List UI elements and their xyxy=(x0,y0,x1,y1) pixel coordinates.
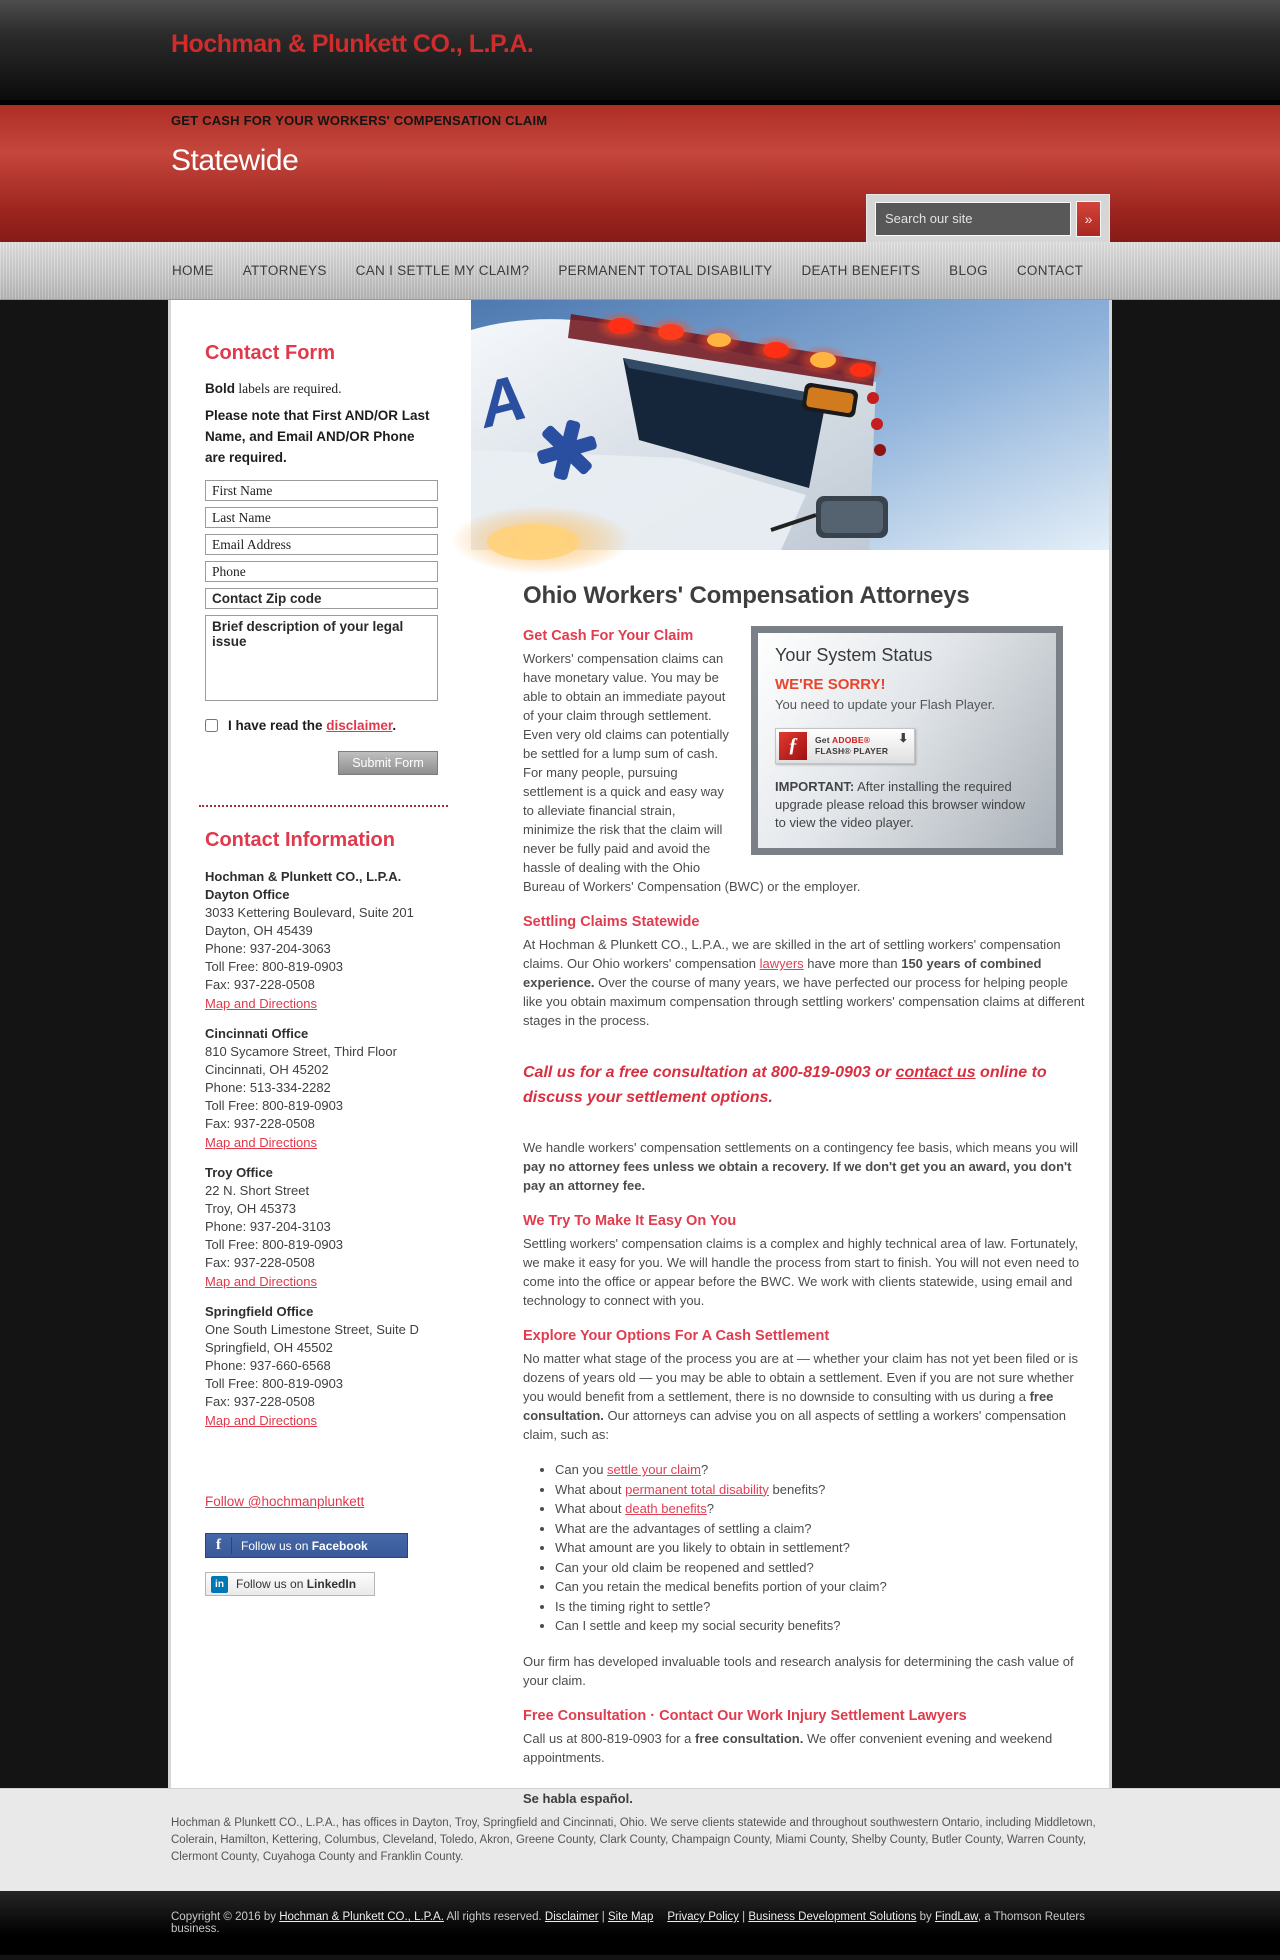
nav-item-blog[interactable]: BLOG xyxy=(949,263,988,278)
list-item xyxy=(555,1460,1089,1480)
text-run: Over the course of many years, we have perfected our process for helping people like you obtain maximum compensation through settling workers' compensation claims at different stages in the process. xyxy=(523,975,1085,1028)
experience-bold-text: 150 years of combined experience. xyxy=(523,956,1042,990)
disclaimer-suffix: . xyxy=(392,718,397,733)
office-address-line: 3033 Kettering Boulevard, Suite 201 xyxy=(205,905,414,920)
search-input[interactable] xyxy=(875,202,1071,236)
system-status-message: You need to update your Flash Player. xyxy=(775,697,995,712)
system-status-sorry: WE'RE SORRY! xyxy=(775,676,886,693)
disclaimer-prefix: I have read the xyxy=(228,718,327,733)
twitter-follow-link[interactable]: Follow @hochmanplunkett xyxy=(205,1494,365,1509)
site-search xyxy=(866,194,1110,242)
tools-paragraph: Our firm has developed invaluable tools and research analysis for determining the cash value of your claim. xyxy=(523,1653,1074,1688)
office-name: Cincinnati Office xyxy=(205,1026,309,1041)
list-item xyxy=(555,1499,1089,1519)
call-us-paragraph xyxy=(523,1729,1089,1767)
contact-form-heading: Contact Form xyxy=(205,342,335,364)
important-text: After installing the required upgrade please reload this browser window to view the video player. xyxy=(775,779,1026,830)
contact-form xyxy=(205,480,438,775)
first-name-field[interactable] xyxy=(205,480,438,501)
footer-bds-link[interactable]: Business Development Solutions xyxy=(748,1911,917,1923)
zip-field[interactable] xyxy=(205,588,438,609)
text-run: ? xyxy=(706,1501,715,1516)
get-flash-player-button[interactable] xyxy=(775,728,915,764)
no-fee-bold-text: pay no attorney fees unless we obtain a recovery. If we don't get you an award, you don't pay an attorney fee. xyxy=(523,1159,1072,1193)
office-name: Dayton Office xyxy=(205,887,290,902)
office-tollfree: Toll Free: 800-819-0903 xyxy=(205,1098,344,1113)
site-header xyxy=(0,0,1280,105)
system-status-box xyxy=(751,626,1063,855)
office-springfield xyxy=(205,1303,438,1430)
office-fax: Fax: 937-228-0508 xyxy=(205,1394,315,1409)
text-run: | xyxy=(738,1911,749,1923)
important-label: IMPORTANT: xyxy=(775,779,855,794)
office-address-line: Cincinnati, OH 45202 xyxy=(205,1062,329,1077)
map-directions-link[interactable]: Map and Directions xyxy=(205,1274,317,1289)
office-tollfree: Toll Free: 800-819-0903 xyxy=(205,1237,344,1252)
text-run: What about xyxy=(555,1481,626,1497)
text-run: What about xyxy=(555,1501,626,1516)
nav-item-death-benefits[interactable]: DEATH BENEFITS xyxy=(801,263,921,278)
text-run: Call us for a free consultation at 800-819-0903 or xyxy=(523,1064,896,1081)
system-status-title: Your System Status xyxy=(775,645,933,665)
list-item: • Can I settle and keep my social security benefits? xyxy=(555,1616,1089,1636)
text-run: Call us at 800-819-0903 for a xyxy=(523,1730,695,1746)
explore-options-paragraph xyxy=(523,1349,1089,1444)
linkedin-icon: in xyxy=(211,1576,228,1593)
list-item: • What amount are you likely to obtain in settlement? xyxy=(555,1538,1089,1558)
flash-player-text: FLASH® PLAYER xyxy=(815,746,889,756)
disclaimer-label xyxy=(228,718,396,733)
settle-your-claim-link[interactable]: settle your claim xyxy=(607,1462,701,1477)
section-heading-get-cash: Get Cash For Your Claim xyxy=(523,628,694,644)
office-fax: Fax: 937-228-0508 xyxy=(205,977,315,992)
nav-item-permanent-total-disability[interactable]: PERMANENT TOTAL DISABILITY xyxy=(558,263,773,278)
list-item xyxy=(555,1480,1089,1500)
free-consultation-callout xyxy=(523,1060,1089,1110)
footer-sitemap-link[interactable]: Site Map xyxy=(607,1911,654,1923)
disclaimer-link[interactable]: disclaimer xyxy=(326,718,393,733)
sidebar xyxy=(171,300,471,1788)
contingency-fee-paragraph xyxy=(523,1138,1089,1195)
dotted-separator xyxy=(199,805,448,807)
facebook-follow-button[interactable] xyxy=(205,1533,408,1558)
facebook-label-bold: Facebook xyxy=(311,1538,368,1553)
list-item: • What are the advantages of settling a claim? xyxy=(555,1519,1089,1539)
submit-form-button[interactable]: Submit Form xyxy=(338,751,438,775)
form-note-bold: Bold xyxy=(205,381,235,396)
facebook-icon: f xyxy=(206,1537,232,1554)
site-footer xyxy=(0,1891,1280,1955)
text-run: , a Thomson Reuters business. xyxy=(171,1911,1086,1935)
page-container xyxy=(168,300,1112,1806)
facebook-label xyxy=(232,1539,368,1553)
section-heading-easy-on-you: We Try To Make It Easy On You xyxy=(523,1213,737,1229)
contact-info-heading: Contact Information xyxy=(205,829,395,851)
text-run: Our attorneys can advise you on all aspects of settling a workers' compensation claim, such as: xyxy=(523,1408,1066,1442)
flash-button-label xyxy=(815,735,906,757)
map-directions-link[interactable]: Map and Directions xyxy=(205,996,317,1011)
office-address-line: One South Limestone Street, Suite D xyxy=(205,1322,419,1337)
easy-on-you-paragraph: Settling workers' compensation claims is a complex and highly technical area of law. Fortunately, we make it easy for you. We will handle the process from start to finish. You will not even need to come into the office or appear before the BWC. We work with clients statewide, using email and technology to connect with you. xyxy=(523,1236,1080,1308)
legal-issue-textarea[interactable] xyxy=(205,615,438,701)
nav-item-home[interactable]: HOME xyxy=(172,263,214,278)
svg-text:A: A xyxy=(470,360,534,442)
office-address-line: Dayton, OH 45439 xyxy=(205,923,313,938)
contact-us-link[interactable]: contact us xyxy=(895,1064,976,1081)
flash-adobe-text: ADOBE® xyxy=(832,735,871,745)
office-address-line: Troy, OH 45373 xyxy=(205,1201,297,1216)
text-run: | xyxy=(598,1911,608,1923)
linkedin-label-bold: LinkedIn xyxy=(306,1577,357,1591)
text-run: ? xyxy=(700,1462,709,1477)
brand-title: Hochman & Plunkett CO., L.P.A. xyxy=(171,30,534,58)
death-benefits-link[interactable]: death benefits xyxy=(625,1501,707,1516)
office-phone: Phone: 513-334-2282 xyxy=(205,1080,331,1095)
office-address-line: 22 N. Short Street xyxy=(205,1183,310,1198)
free-consultation-bold-text: free consultation. xyxy=(695,1730,804,1746)
firm-name: Hochman & Plunkett CO., L.P.A. xyxy=(205,869,402,884)
main-nav xyxy=(0,242,1280,300)
form-note-rest: labels are required. xyxy=(235,381,342,396)
lawyers-link[interactable]: lawyers xyxy=(759,956,804,971)
map-directions-link[interactable]: Map and Directions xyxy=(205,1413,317,1428)
free-consultation-bold-text: free consultation. xyxy=(523,1389,1054,1423)
system-status-important xyxy=(775,778,1039,832)
footer-findlaw-link[interactable]: FindLaw xyxy=(934,1911,978,1923)
last-name-field[interactable] xyxy=(205,507,438,528)
office-address-line: Springfield, OH 45502 xyxy=(205,1340,333,1355)
form-note xyxy=(205,381,438,397)
section-heading-settling-statewide: Settling Claims Statewide xyxy=(523,914,700,930)
linkedin-label xyxy=(236,1577,356,1591)
hero-banner xyxy=(0,105,1280,242)
banner-headline: Statewide xyxy=(171,144,299,177)
flash-logo-icon: ƒ xyxy=(779,732,807,760)
section-heading-free-consultation: Free Consultation · Contact Our Work Injury Settlement Lawyers xyxy=(523,1707,967,1724)
permanent-total-disability-link[interactable]: permanent total disability xyxy=(625,1481,769,1497)
form-note-required: Please note that First AND/OR Last Name, and Email AND/OR Phone are required. xyxy=(205,408,430,465)
text-run: All rights reserved. xyxy=(443,1911,545,1923)
text-run: by xyxy=(916,1911,935,1923)
office-tollfree: Toll Free: 800-819-0903 xyxy=(205,959,344,974)
phone-field[interactable] xyxy=(205,561,438,582)
footer-disclaimer-link[interactable]: Disclaimer xyxy=(544,1911,599,1923)
office-name: Springfield Office xyxy=(205,1304,314,1319)
settlement-questions-list xyxy=(537,1460,1089,1636)
office-phone: Phone: 937-660-6568 xyxy=(205,1358,331,1373)
office-phone: Phone: 937-204-3103 xyxy=(205,1219,331,1234)
copyright-line xyxy=(168,1891,1112,1935)
main-content xyxy=(470,300,1109,1806)
text-run: We handle workers' compensation settlements on a contingency fee basis, which means you will xyxy=(523,1140,1079,1155)
banner-tagline: GET CASH FOR YOUR WORKERS' COMPENSATION CLAIM xyxy=(171,113,548,128)
office-cincinnati xyxy=(205,1025,438,1152)
flash-get-text: Get xyxy=(815,735,833,745)
facebook-label-pre: Follow us on xyxy=(241,1538,312,1553)
email-field[interactable] xyxy=(205,534,438,555)
linkedin-label-pre: Follow us on xyxy=(236,1577,307,1591)
text-run: At Hochman & Plunkett CO., L.P.A., we are skilled in the art of settling workers' compensation claims. Our Ohio workers' compensation xyxy=(523,937,1061,971)
list-item: • Is the timing right to settle? xyxy=(555,1597,1089,1617)
office-dayton xyxy=(205,868,438,1013)
text-run: Can you xyxy=(555,1462,608,1477)
nav-item-settle-claim[interactable]: CAN I SETTLE MY CLAIM? xyxy=(355,263,530,278)
footer-firm-link[interactable]: Hochman & Plunkett CO., L.P.A. xyxy=(279,1911,444,1923)
office-fax: Fax: 937-228-0508 xyxy=(205,1255,315,1270)
download-arrow-icon: ⬇ xyxy=(898,731,909,745)
content-band xyxy=(0,300,1280,1806)
search-submit-button[interactable] xyxy=(1076,201,1101,237)
text-run: We offer convenient evening and weekend appointments. xyxy=(523,1730,1053,1765)
text-run: have more than xyxy=(803,956,902,971)
text-run: Copyright © 2016 by xyxy=(171,1911,280,1923)
search-go-icon: » xyxy=(1084,210,1093,227)
nav-item-attorneys[interactable]: ATTORNEYS xyxy=(242,263,327,278)
footer-disclaimer-text: Hochman & Plunkett CO., L.P.A., has offices in Dayton, Troy, Springfield and Cincinnati, Ohio. We serve clients statewide and throughout southwestern Ontario, including Middletown, Colerain, Hamilton, Kettering, Columbus, Cleveland, Toledo, Akron, Greene County, Clark County, Champaign County, Miami County, Shelby County, Butler County, Warren County, Clermont County, Cuyahoga County and Franklin County. xyxy=(171,1817,1096,1863)
text-run: No matter what stage of the process you are at — whether your claim has not yet been filed or is dozens of years old — you may be able to obtain a settlement. Even if you are not sure whether you would benefit from a settlement, there is no downside to consulting with us during a xyxy=(523,1351,1078,1404)
office-troy xyxy=(205,1164,438,1291)
list-item: • Can you retain the medical benefits portion of your claim? xyxy=(555,1577,1089,1597)
nav-item-contact[interactable]: CONTACT xyxy=(1016,263,1084,278)
get-cash-paragraph: Workers' compensation claims can have monetary value. You may be able to obtain an immediate payout of your claim through settlement. Even very old claims can potentially be settled for a lump sum of cash. For many people, pursuing settlement is a quick and easy way to alleviate financial strain, minimize the risk that the claim will never be fully paid and avoid the hassle of dealing with the Ohio Bureau of Workers' Compensation (BWC) or the employer. xyxy=(523,651,861,894)
text-run: online to discuss your settlement options. xyxy=(523,1064,1047,1106)
text-run: benefits? xyxy=(768,1481,826,1497)
page-title: Ohio Workers' Compensation Attorneys xyxy=(523,582,970,609)
linkedin-follow-button[interactable] xyxy=(205,1572,375,1596)
office-address-line: 810 Sycamore Street, Third Floor xyxy=(205,1044,397,1059)
office-name: Troy Office xyxy=(205,1165,273,1180)
spanish-note: Se habla español. xyxy=(523,1790,633,1806)
settling-statewide-paragraph xyxy=(523,935,1089,1030)
disclaimer-row xyxy=(205,718,438,733)
office-fax: Fax: 937-228-0508 xyxy=(205,1116,315,1131)
section-heading-explore-options: Explore Your Options For A Cash Settlement xyxy=(523,1328,830,1344)
office-phone: Phone: 937-204-3063 xyxy=(205,941,331,956)
ambulance-photo xyxy=(471,300,1109,550)
office-tollfree: Toll Free: 800-819-0903 xyxy=(205,1376,344,1391)
map-directions-link[interactable]: Map and Directions xyxy=(205,1135,317,1150)
footer-privacy-link[interactable]: Privacy Policy xyxy=(667,1911,739,1923)
list-item: • Can your old claim be reopened and settled? xyxy=(555,1558,1089,1578)
disclaimer-checkbox[interactable] xyxy=(205,719,218,732)
